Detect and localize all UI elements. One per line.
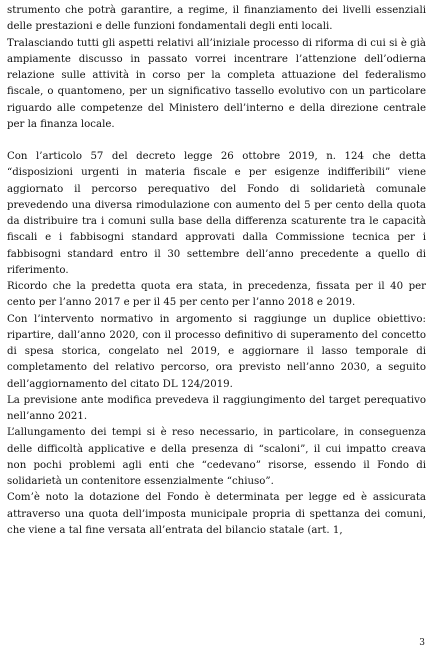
paragraph-8: Com’è noto la dotazione del Fondo è determinata per legge ed è assicurata attraverso una quota dell’imposta municipale propria di spettanza dei comuni, che viene a tal fine versata all’entrata del bilancio statale (art. 1, — [7, 492, 426, 536]
body-text — [7, 3, 426, 539]
paragraph-3: Con l’articolo 57 del decreto legge 26 ottobre 2019, n. 124 che detta “disposizioni urgenti in materia fiscale e per esigenze indifferibili” viene aggiornato il percorso perequativo del Fondo di solidarietà comunale prevedendo una diversa rimodulazione con aumento del 5 per cento della quota da distribuire tra i comuni sulla base della differenza scaturente tra le capacità fiscali e i fabbisogni standard approvati dalla Commissione tecnica per i fabbisogni standard entro il 30 settembre dell’anno precedente a quello di riferimento. — [7, 151, 426, 276]
paragraph-5: Con l’intervento normativo in argomento si raggiunge un duplice obiettivo: ripartire, dall’anno 2020, con il processo definitivo di superamento del concetto di spesa storica, congelato nel 2019, e aggiornare il lasso temporale di completamento del relativo percorso, ora previsto nell’anno 2030, a seguito dell’aggiornamento del citato DL 124/2019. — [7, 313, 426, 390]
paragraph-spacer — [7, 133, 426, 149]
paragraph-2: Tralasciando tutti gli aspetti relativi all’iniziale processo di riforma di cui si è già ampiamente discusso in passato vorrei incentrare l’attenzione dell’odierna relazione sulle attività in corso per la completa attuazione del federalismo fiscale, o quantomeno, per un significativo tassello evolutivo con un particolare riguardo alle competenze del Ministero dell’interno e della direzione centrale per la finanza locale. — [7, 37, 426, 130]
page-number: 3 — [419, 638, 425, 648]
paragraph-4: Ricordo che la predetta quota era stata, in precedenza, fissata per il 40 per cento per l’anno 2017 e per il 45 per cento per l’anno 2018 e 2019. — [7, 281, 426, 309]
paragraph-7: L’allungamento dei tempi si è reso necessario, in particolare, in conseguenza delle difficoltà applicative e della presenza di “scaloni”, il cui impatto creava non pochi problemi agli enti che “cedevano” risorse, essendo il Fondo di solidarietà un contenitore essenzialmente “chiuso”. — [7, 427, 426, 487]
paragraph-1: strumento che potrà garantire, a regime, il finanziamento dei livelli essenziali delle prestazioni e delle funzioni fondamentali degli enti locali. — [7, 5, 426, 33]
paragraph-6: La previsione ante modifica prevedeva il raggiungimento del target perequativo nell’anno 2021. — [7, 394, 426, 422]
